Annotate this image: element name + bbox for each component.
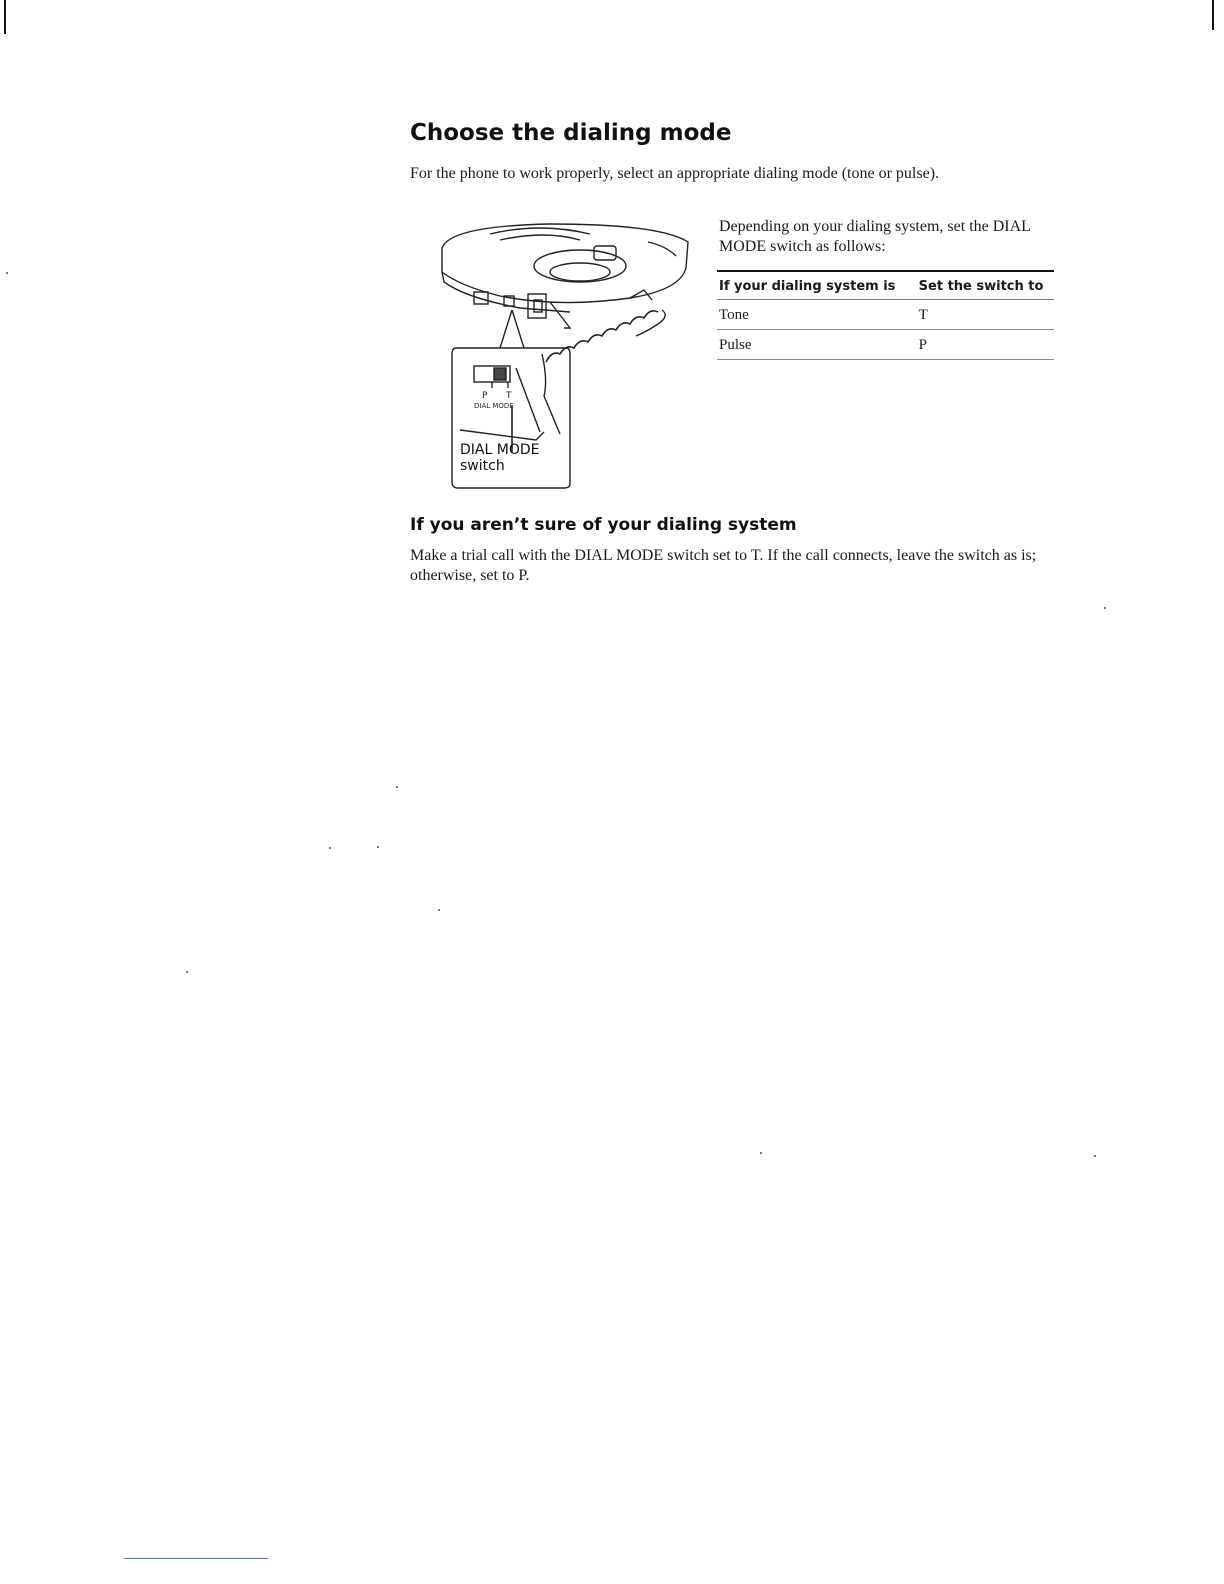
table-header-cell: Set the switch to [909,271,1054,300]
table-row [717,300,1054,330]
switch-letter-p: P [482,391,488,401]
dial-mode-table [717,270,1054,360]
scan-speck [377,846,379,848]
section-title: Choose the dialing mode [410,120,732,146]
side-paragraph: Depending on your dialing system, set the DIAL MODE switch as follows: [719,218,1031,255]
callout-label [460,442,539,474]
scan-edge-mark-left [4,0,6,34]
callout-label-line2: switch [460,458,505,474]
table-cell: Pulse [717,330,909,360]
scan-speck [438,909,440,911]
scan-speck [760,1152,762,1154]
table-header-cell: If your dialing system is [717,271,909,300]
switch-letter-t: T [506,391,512,401]
scan-speck [1094,1155,1096,1157]
table-cell: P [909,330,1054,360]
subsection-title: If you aren’t sure of your dialing system [410,515,797,535]
switch-caption: DIAL MODE [474,402,514,410]
table-cell: Tone [717,300,909,330]
subsection-paragraph: Make a trial call with the DIAL MODE switch set to T. If the call connects, leave the switch as is; otherwise, set to P. [410,547,1037,584]
scan-speck [396,786,398,788]
phone-body [442,224,688,303]
bottom-rule [124,1558,268,1559]
callout-label-line1: DIAL MODE [460,442,540,458]
table-header-row [717,271,1054,300]
table-cell: T [909,300,1054,330]
scan-speck [329,847,331,849]
table-row [717,330,1054,360]
intro-paragraph: For the phone to work properly, select an appropriate dialing mode (tone or pulse). [410,165,940,182]
scan-speck [6,272,8,274]
scan-speck [1104,607,1106,609]
scan-edge-mark-right [1212,0,1214,30]
scan-speck [186,971,188,973]
